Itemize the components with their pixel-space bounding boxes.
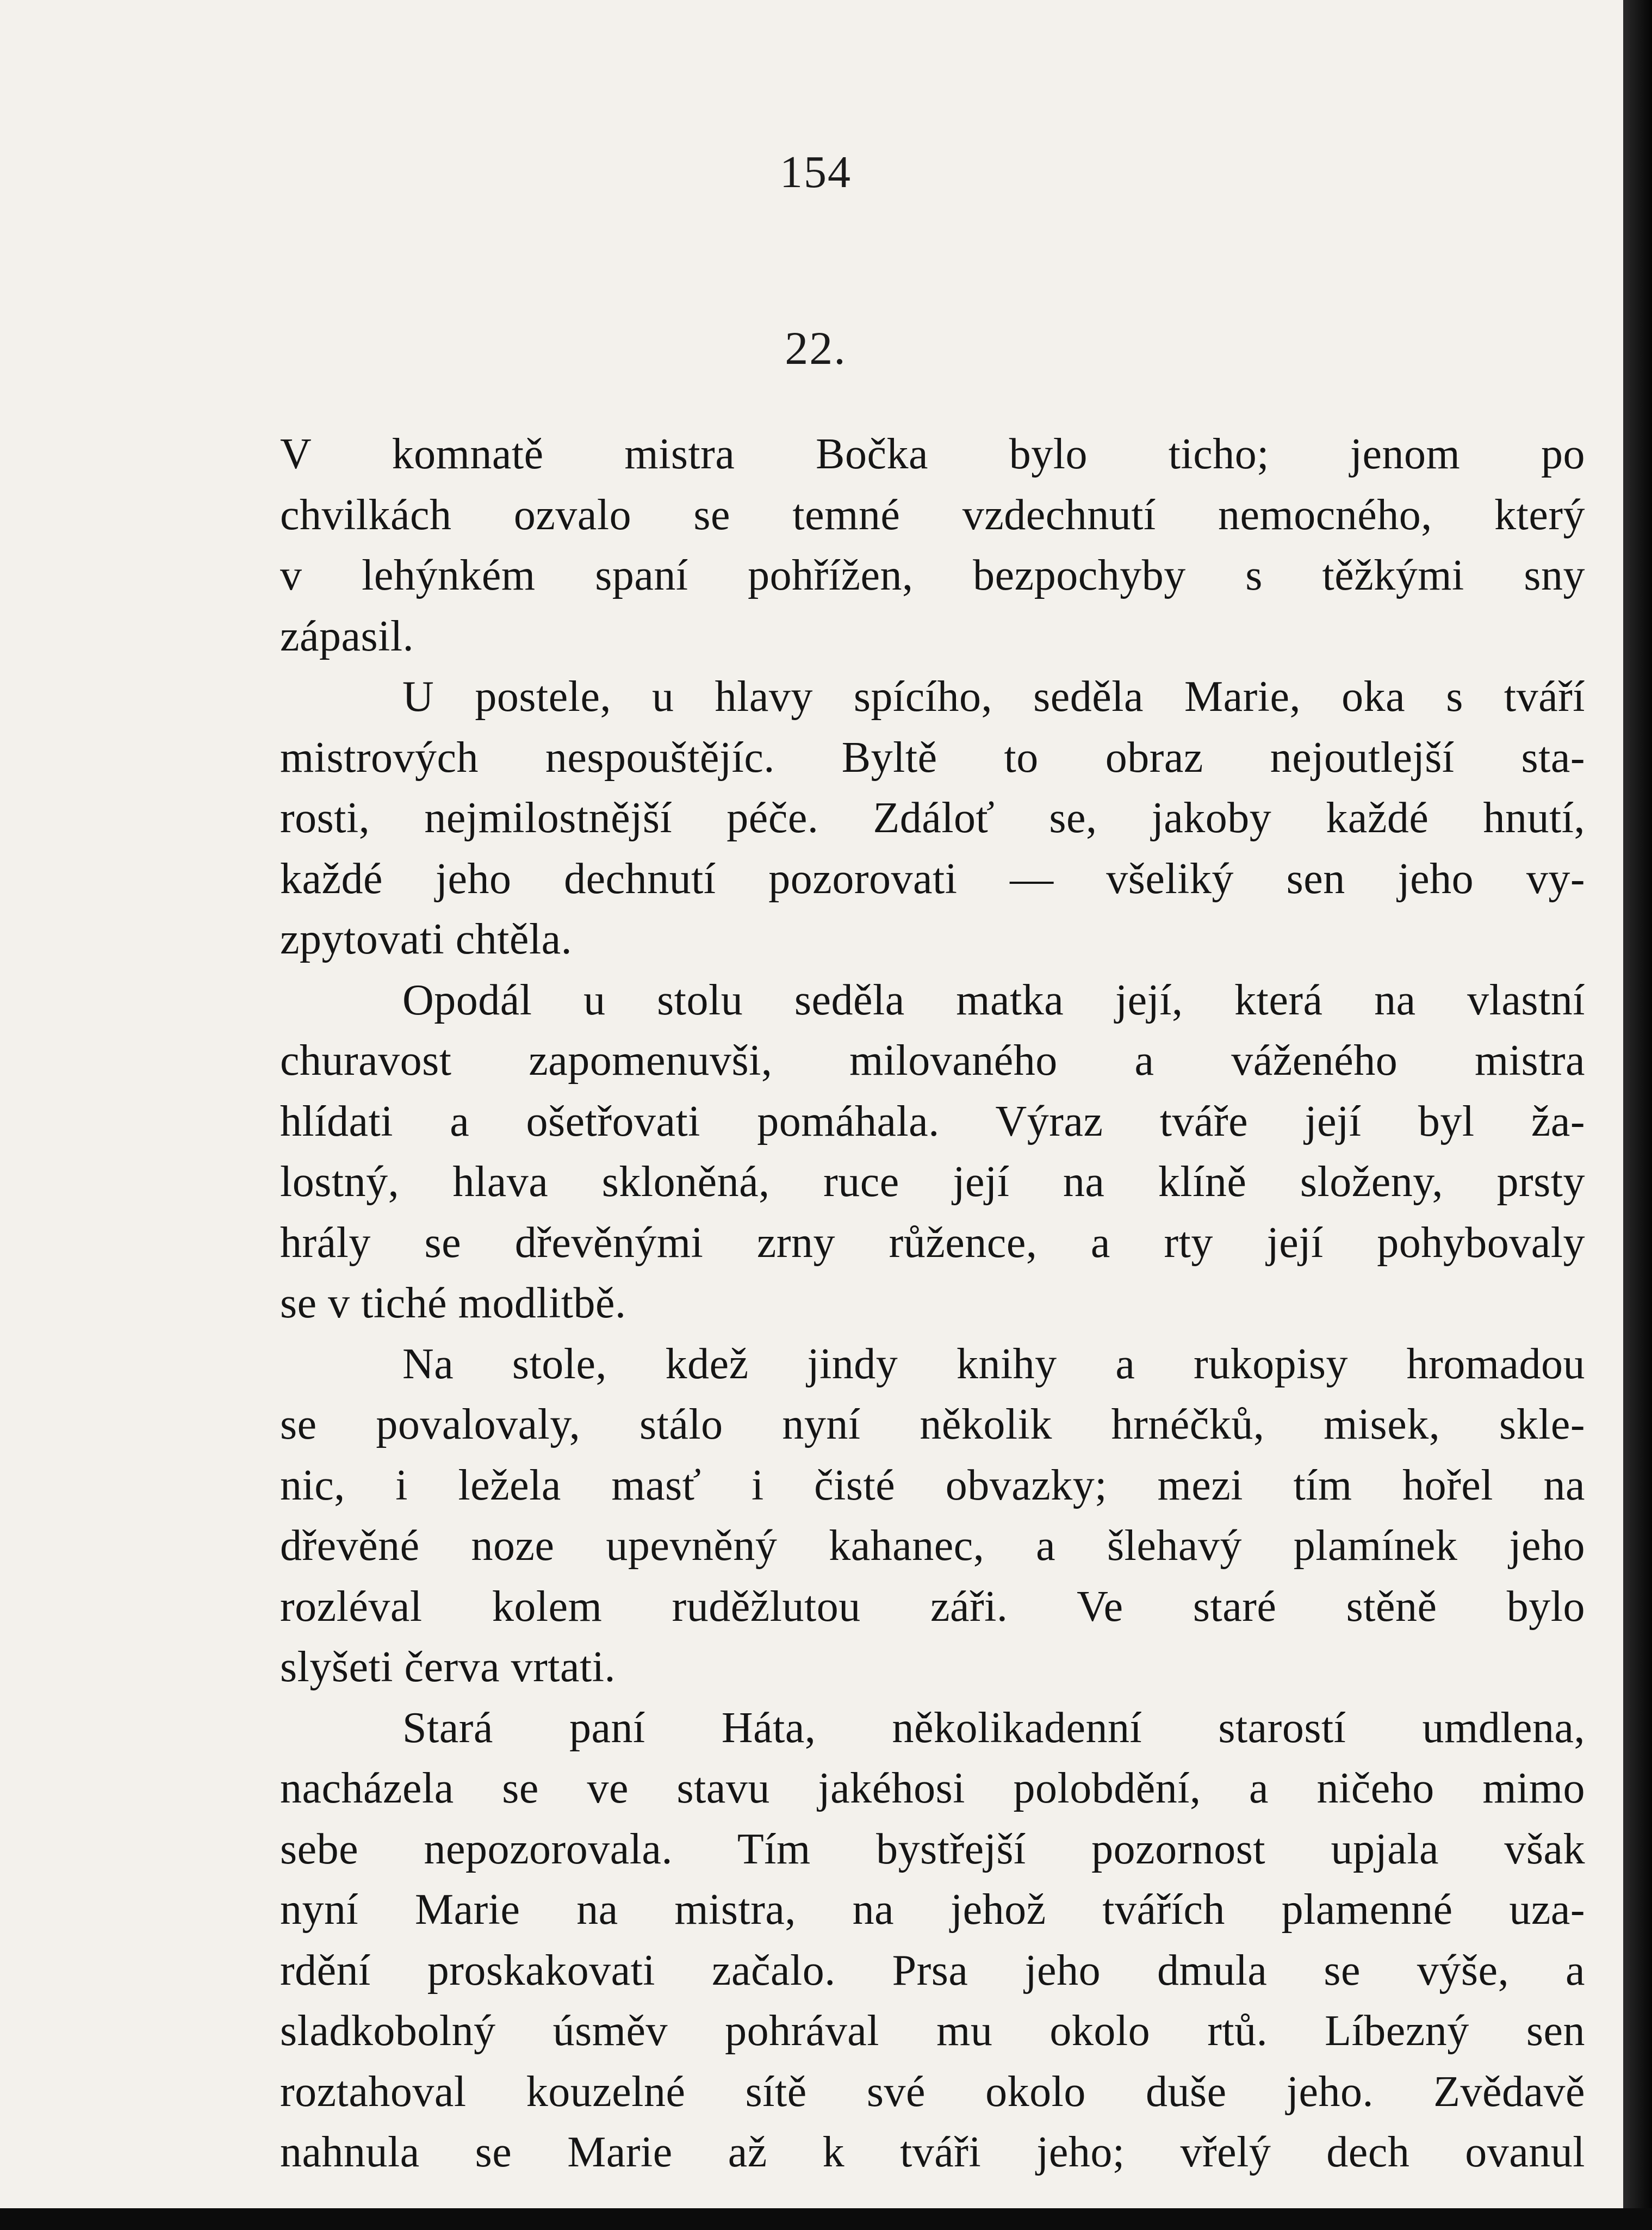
text-line: zápasil. [280, 612, 414, 660]
text-line: lostný, hlava skloněná, ruce její na klíně složeny, prsty [280, 1158, 1585, 1206]
text-line: rosti, nejmilostnější péče. Zdáloť se, jakoby každé hnutí, [280, 794, 1585, 842]
text-line: se v tiché modlitbě. [280, 1279, 626, 1327]
text-line: slyšeti červa vrtati. [280, 1643, 616, 1691]
body-text [280, 424, 1585, 2183]
text-line: hrály se dřevěnými zrny růžence, a rty její pohybovaly [280, 1218, 1585, 1267]
text-line: rozléval kolem ruděžlutou záři. Ve staré stěně bylo [280, 1582, 1585, 1631]
text-line: U postele, u hlavy spícího, seděla Marie, oka s tváří [402, 673, 1585, 721]
text-line: dřevěné noze upevněný kahanec, a šlehavý plamínek jeho [280, 1522, 1585, 1570]
page-edge-shadow [1623, 0, 1652, 2230]
chapter-heading: 22. [785, 322, 847, 374]
text-line: sebe nepozorovala. Tím bystřejší pozornost upjala však [280, 1825, 1585, 1873]
text-line: Stará paní Háta, několikadenní starostí umdlena, [402, 1704, 1585, 1752]
text-line: hlídati a ošetřovati pomáhala. Výraz tváře její byl ža- [280, 1097, 1585, 1145]
text-line: v lehýnkém spaní pohřížen, bezpochyby s těžkými sny [280, 552, 1585, 599]
text-line: nyní Marie na mistra, na jehož tvářích plamenné uza- [280, 1886, 1585, 1934]
page-number: 154 [780, 147, 852, 197]
text-line: nic, i ležela masť i čisté obvazky; mezi tím hořel na [280, 1461, 1585, 1509]
text-line: sladkobolný úsměv pohrával mu okolo rtů. Líbezný sen [280, 2007, 1585, 2055]
text-line: chvilkách ozvalo se temné vzdechnutí nemocného, který [280, 491, 1585, 539]
text-line: Na stole, kdež jindy knihy a rukopisy hromadou [402, 1340, 1585, 1388]
text-line: se povalovaly, stálo nyní několik hrnéčků, misek, skle- [280, 1401, 1585, 1448]
text-line: každé jeho dechnutí pozorovati — všeliký sen jeho vy- [280, 854, 1585, 903]
text-line: mistrových nespouštějíc. Byltě to obraz nejoutlejší sta- [280, 733, 1585, 782]
text-line: churavost zapomenuvši, milovaného a váženého mistra [280, 1037, 1585, 1085]
text-line: nacházela se ve stavu jakéhosi polobdění, a ničeho mimo [280, 1764, 1585, 1812]
text-line: roztahoval kouzelné sítě své okolo duše jeho. Zvědavě [280, 2067, 1585, 2116]
page-edge-bottom [0, 2208, 1652, 2230]
text-line: rdění proskakovati začalo. Prsa jeho dmula se výše, a [280, 1946, 1585, 1994]
text-line: Opodál u stolu seděla matka její, která na vlastní [402, 976, 1585, 1024]
text-line: zpytovati chtěla. [280, 915, 573, 963]
text-line: V komnatě mistra Bočka bylo ticho; jenom po [280, 430, 1585, 478]
text-line: nahnula se Marie až k tváři jeho; vřelý dech ovanul [280, 2128, 1585, 2176]
